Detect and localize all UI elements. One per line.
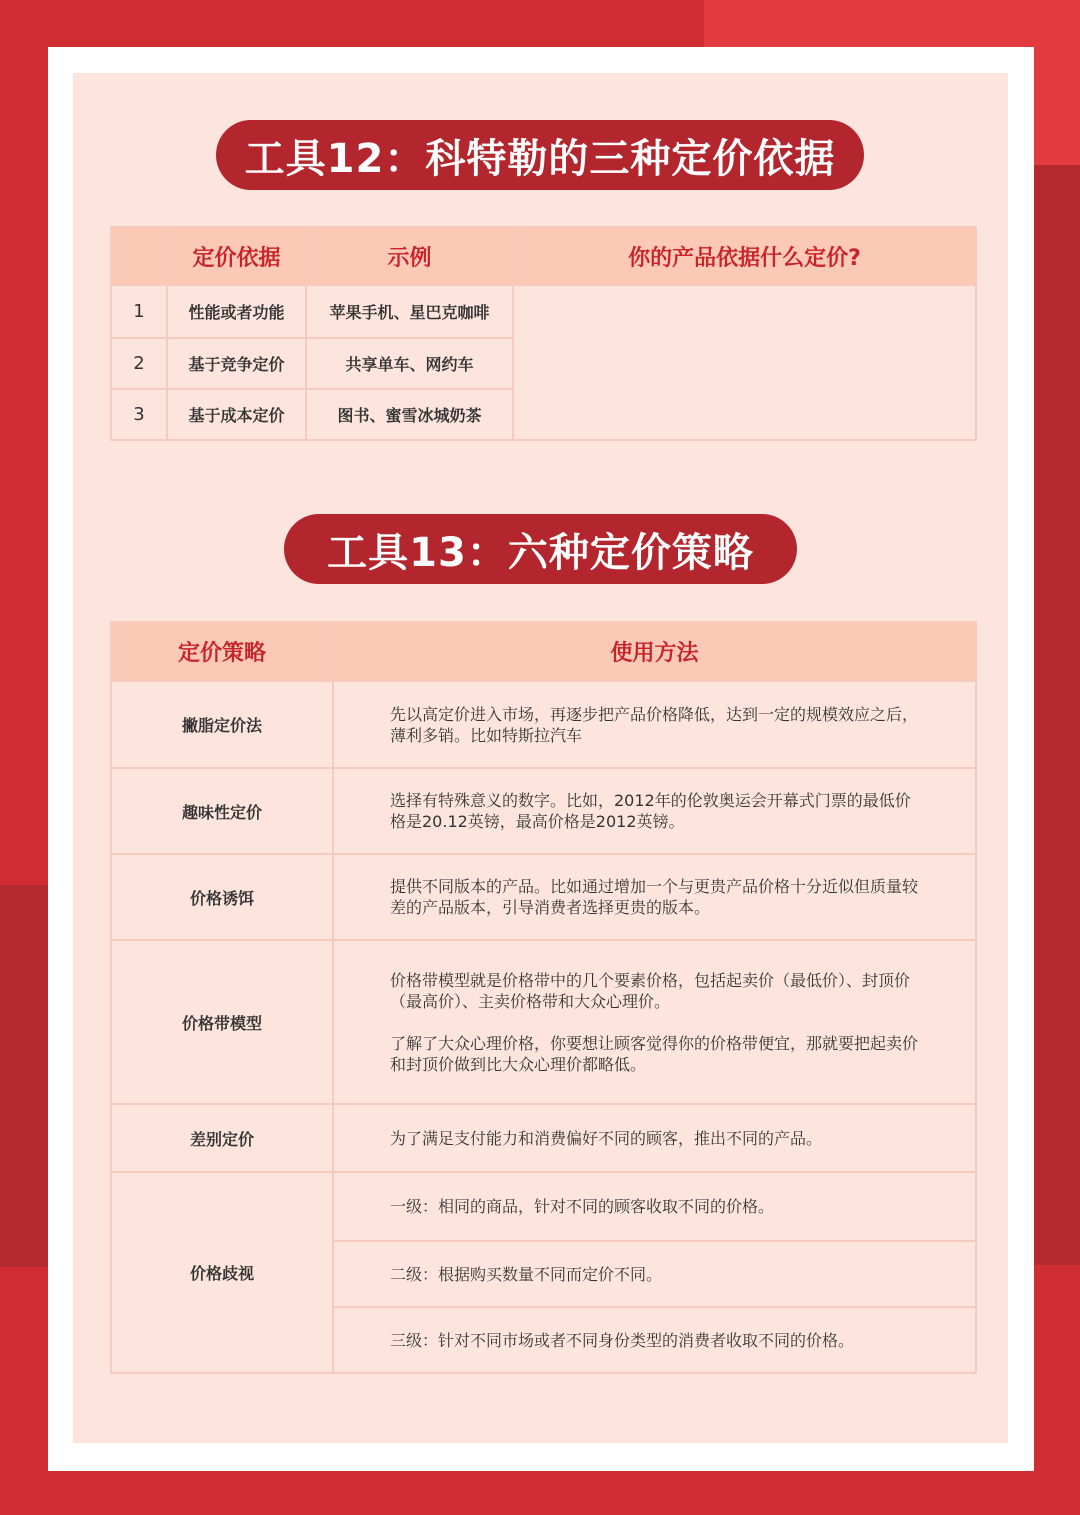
strategy-name: 趣味性定价: [111, 768, 333, 854]
description-text: 价格带模型就是价格带中的几个要素价格，包括起卖价（最低价）、封顶价（最高价）、主卖价格带和大众心理价。: [390, 970, 911, 1011]
table-row: [111, 285, 976, 338]
strategy-name: 价格诱饵: [111, 854, 333, 940]
tool12-title: 工具12：科特勒的三种定价依据: [216, 120, 864, 190]
description-text: 提供不同版本的产品。比如通过增加一个与更贵产品价格十分近似但质量较差的产品版本，引导消费者选择更贵的版本。: [390, 877, 919, 917]
pricing-basis: 基于竞争定价: [167, 338, 306, 389]
strategy-name: 差别定价: [111, 1104, 333, 1172]
strategy-name: 价格带模型: [111, 940, 333, 1104]
pricing-basis: 基于成本定价: [167, 389, 306, 440]
tool12-table: [110, 226, 977, 441]
tool13-header-method: 使用方法: [333, 622, 976, 681]
row-number: 3: [111, 389, 167, 440]
discrimination-level: 三级：针对不同市场或者不同身份类型的消费者收取不同的价格。: [333, 1307, 976, 1373]
table-row: [111, 768, 976, 854]
table-row: [111, 854, 976, 940]
tool12-header-row: [111, 227, 976, 285]
pricing-basis: 性能或者功能: [167, 285, 306, 338]
tool13-header-row: [111, 622, 976, 681]
strategy-description: [333, 1104, 976, 1172]
pricing-example: 苹果手机、星巴克咖啡: [306, 285, 513, 338]
pricing-example: 共享单车、网约车: [306, 338, 513, 389]
strategy-name: 撇脂定价法: [111, 681, 333, 768]
table-row: [111, 940, 976, 1104]
strategy-name: 价格歧视: [111, 1172, 333, 1373]
table-row: [111, 1172, 976, 1241]
strategy-description: [333, 681, 976, 768]
tool12-header-basis: 定价依据: [167, 227, 306, 285]
table-row: [111, 681, 976, 768]
tool13-table: [110, 621, 977, 1374]
strategy-description: [333, 854, 976, 940]
strategy-description: [333, 768, 976, 854]
tool12-header-index: [111, 227, 167, 285]
discrimination-level: 二级：根据购买数量不同而定价不同。: [333, 1241, 976, 1307]
tool13-title: 工具13：六种定价策略: [284, 514, 797, 584]
row-number: 1: [111, 285, 167, 338]
discrimination-level: 一级：相同的商品，针对不同的顾客收取不同的价格。: [333, 1172, 976, 1241]
row-number: 2: [111, 338, 167, 389]
tool12-header-question: 你的产品依据什么定价?: [513, 227, 976, 285]
description-text: 先以高定价进入市场，再逐步把产品价格降低，达到一定的规模效应之后，薄利多销。比如特斯拉汽车: [390, 704, 919, 745]
tool12-header-example: 示例: [306, 227, 513, 285]
background-block-right: [1033, 165, 1080, 1265]
description-text: 了解了大众心理价格，你要想让顾客觉得你的价格带便宜，那就要把起卖价和封顶价做到比大众心理价都略低。: [390, 1033, 919, 1074]
pricing-example: 图书、蜜雪冰城奶茶: [306, 389, 513, 440]
description-text: 选择有特殊意义的数字。比如，2012年的伦敦奥运会开幕式门票的最低价格是20.12英镑，最高价格是2012英镑。: [390, 791, 911, 831]
tool13-header-strategy: 定价策略: [111, 622, 333, 681]
strategy-description: [333, 940, 976, 1104]
description-text: 为了满足支付能力和消费偏好不同的顾客，推出不同的产品。: [390, 1128, 823, 1148]
table-row: [111, 1104, 976, 1172]
background-block-left: [0, 885, 48, 1267]
answer-area: [513, 285, 976, 440]
